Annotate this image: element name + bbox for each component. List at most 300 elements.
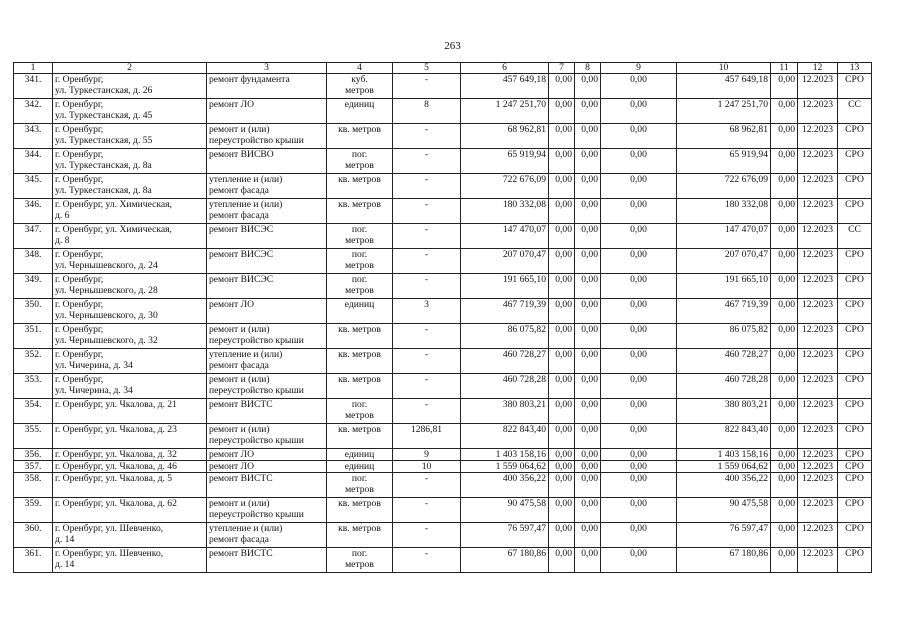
total-cell: 207 070,47 (677, 249, 771, 274)
quantity-cell: - (393, 374, 461, 399)
date-cell: 12.2023 (798, 274, 838, 299)
row-number: 351. (14, 324, 53, 349)
address-cell-line: г. Оренбург, (55, 74, 104, 85)
column-header: 13 (838, 63, 872, 74)
total-cell: 76 597,47 (677, 523, 771, 548)
address-cell-line: г. Оренбург, ул. Чкалова, д. 62 (55, 498, 177, 509)
work-type-cell-line: утепление и (или) (209, 199, 283, 210)
value-cell: 0,00 (575, 324, 601, 349)
table-row (14, 399, 872, 424)
column-header: 10 (677, 63, 771, 74)
unit-cell-line: единиц (344, 461, 375, 472)
table-row (14, 498, 872, 523)
value-cell: 0,00 (575, 523, 601, 548)
value-cell: 0,00 (549, 349, 575, 374)
total-cell: 180 332,08 (677, 199, 771, 224)
cost-cell: 1 403 158,16 (461, 449, 549, 461)
unit-cell (327, 249, 393, 274)
fund-cell: СС (838, 99, 872, 124)
work-type-cell (207, 548, 327, 573)
value-cell: 0,00 (575, 424, 601, 449)
address-cell-line: ул. Чичерина, д. 34 (55, 360, 133, 371)
address-cell (53, 274, 207, 299)
address-cell (53, 74, 207, 99)
unit-cell-line: кв. метров (338, 199, 381, 210)
value-cell: 0,00 (771, 424, 798, 449)
cost-cell: 67 180,86 (461, 548, 549, 573)
value-cell: 0,00 (549, 199, 575, 224)
address-cell-line: ул. Чернышевского, д. 30 (55, 310, 158, 321)
address-cell (53, 449, 207, 461)
fund-cell: СРО (838, 374, 872, 399)
total-cell: 1 559 064,62 (677, 461, 771, 473)
work-type-cell (207, 124, 327, 149)
table-row (14, 349, 872, 374)
value-cell: 0,00 (771, 473, 798, 498)
work-type-cell-line: ремонт и (или) (209, 374, 270, 385)
table-row (14, 374, 872, 399)
value-cell: 0,00 (549, 74, 575, 99)
address-cell-line: г. Оренбург, ул. Химическая, (55, 224, 172, 235)
value-cell: 0,00 (771, 548, 798, 573)
work-type-cell (207, 461, 327, 473)
value-cell: 0,00 (549, 249, 575, 274)
value-cell: 0,00 (771, 461, 798, 473)
address-cell-line: ул. Туркестанская, д. 26 (55, 85, 153, 96)
work-type-cell-line: переустройство крыши (209, 435, 304, 446)
total-cell: 1 403 158,16 (677, 449, 771, 461)
fund-cell: СРО (838, 324, 872, 349)
value-cell: 0,00 (549, 224, 575, 249)
unit-cell-line: кв. метров (338, 424, 381, 435)
cost-cell: 86 075,82 (461, 324, 549, 349)
address-cell-line: г. Оренбург, ул. Чкалова, д. 21 (55, 399, 177, 410)
unit-cell-line: единиц (344, 449, 375, 460)
value-cell: 0,00 (601, 424, 677, 449)
value-cell: 0,00 (549, 399, 575, 424)
fund-cell: СРО (838, 548, 872, 573)
fund-cell: СРО (838, 199, 872, 224)
row-number: 358. (14, 473, 53, 498)
address-cell-line: д. 14 (55, 534, 75, 545)
work-type-cell (207, 449, 327, 461)
fund-cell: СРО (838, 461, 872, 473)
value-cell: 0,00 (601, 224, 677, 249)
fund-cell: СРО (838, 424, 872, 449)
work-type-cell (207, 324, 327, 349)
table-row (14, 199, 872, 224)
total-cell: 147 470,07 (677, 224, 771, 249)
cost-cell: 400 356,22 (461, 473, 549, 498)
address-cell (53, 174, 207, 199)
address-cell-line: г. Оренбург, ул. Шевченко, (55, 523, 164, 534)
value-cell: 0,00 (601, 548, 677, 573)
work-type-cell-line: ремонт ВИСЭС (209, 249, 274, 260)
address-cell-line: г. Оренбург, (55, 124, 104, 135)
address-cell-line: г. Оренбург, ул. Чкалова, д. 46 (55, 461, 177, 472)
unit-cell (327, 199, 393, 224)
cost-cell: 1 559 064,62 (461, 461, 549, 473)
value-cell: 0,00 (575, 224, 601, 249)
total-cell: 67 180,86 (677, 548, 771, 573)
unit-cell-line: пог. (351, 548, 368, 559)
work-type-cell-line: переустройство крыши (209, 335, 304, 346)
value-cell: 0,00 (575, 548, 601, 573)
date-cell: 12.2023 (798, 74, 838, 99)
value-cell: 0,00 (601, 349, 677, 374)
value-cell: 0,00 (601, 99, 677, 124)
date-cell: 12.2023 (798, 174, 838, 199)
row-number: 350. (14, 299, 53, 324)
quantity-cell: - (393, 324, 461, 349)
value-cell: 0,00 (549, 424, 575, 449)
unit-cell (327, 399, 393, 424)
address-cell (53, 299, 207, 324)
fund-cell: СРО (838, 473, 872, 498)
work-type-cell-line: ремонт и (или) (209, 424, 270, 435)
work-type-cell-line: ремонт и (или) (209, 498, 270, 509)
date-cell: 12.2023 (798, 548, 838, 573)
cost-cell: 90 475,58 (461, 498, 549, 523)
value-cell: 0,00 (771, 124, 798, 149)
total-cell: 400 356,22 (677, 473, 771, 498)
value-cell: 0,00 (771, 274, 798, 299)
date-cell: 12.2023 (798, 349, 838, 374)
address-cell (53, 249, 207, 274)
work-type-cell-line: переустройство крыши (209, 385, 304, 396)
total-cell: 457 649,18 (677, 74, 771, 99)
unit-cell (327, 473, 393, 498)
row-number: 348. (14, 249, 53, 274)
address-cell (53, 399, 207, 424)
date-cell: 12.2023 (798, 461, 838, 473)
work-type-cell-line: ремонт фундамента (209, 74, 290, 85)
unit-cell-line: пог. (351, 274, 368, 285)
table-row (14, 523, 872, 548)
unit-cell-line: кв. метров (338, 374, 381, 385)
unit-cell-line: кв. метров (338, 174, 381, 185)
value-cell: 0,00 (771, 199, 798, 224)
quantity-cell: 9 (393, 449, 461, 461)
value-cell: 0,00 (601, 498, 677, 523)
column-header: 12 (798, 63, 838, 74)
work-type-cell (207, 374, 327, 399)
value-cell: 0,00 (575, 473, 601, 498)
cost-cell: 191 665,10 (461, 274, 549, 299)
value-cell: 0,00 (549, 324, 575, 349)
fund-cell: СС (838, 224, 872, 249)
address-cell (53, 461, 207, 473)
address-cell-line: г. Оренбург, ул. Чкалова, д. 32 (55, 449, 177, 460)
work-type-cell-line: ремонт ЛО (209, 461, 255, 472)
fund-cell: СРО (838, 523, 872, 548)
quantity-cell: - (393, 224, 461, 249)
value-cell: 0,00 (575, 124, 601, 149)
address-cell (53, 324, 207, 349)
work-type-cell-line: ремонт ВИСТС (209, 473, 273, 484)
total-cell: 65 919,94 (677, 149, 771, 174)
unit-cell (327, 174, 393, 199)
value-cell: 0,00 (575, 374, 601, 399)
unit-cell-line: пог. (351, 249, 368, 260)
total-cell: 68 962,81 (677, 124, 771, 149)
unit-cell-line: единиц (344, 99, 375, 110)
value-cell: 0,00 (771, 149, 798, 174)
cost-cell: 380 803,21 (461, 399, 549, 424)
total-cell: 90 475,58 (677, 498, 771, 523)
value-cell: 0,00 (575, 174, 601, 199)
value-cell: 0,00 (601, 274, 677, 299)
unit-cell-line: метров (345, 410, 374, 421)
value-cell: 0,00 (771, 399, 798, 424)
fund-cell: СРО (838, 274, 872, 299)
unit-cell (327, 99, 393, 124)
work-type-cell-line: ремонт ЛО (209, 299, 255, 310)
row-number: 349. (14, 274, 53, 299)
date-cell: 12.2023 (798, 149, 838, 174)
total-cell: 722 676,09 (677, 174, 771, 199)
value-cell: 0,00 (601, 399, 677, 424)
table-row (14, 224, 872, 249)
unit-cell-line: единиц (344, 299, 375, 310)
column-header: 7 (549, 63, 575, 74)
unit-cell (327, 449, 393, 461)
date-cell: 12.2023 (798, 299, 838, 324)
total-cell: 460 728,27 (677, 349, 771, 374)
unit-cell (327, 424, 393, 449)
table-row (14, 149, 872, 174)
value-cell: 0,00 (549, 473, 575, 498)
value-cell: 0,00 (549, 149, 575, 174)
quantity-cell: 1286,81 (393, 424, 461, 449)
value-cell: 0,00 (601, 249, 677, 274)
cost-cell: 180 332,08 (461, 199, 549, 224)
unit-cell-line: метров (345, 484, 374, 495)
address-cell (53, 224, 207, 249)
unit-cell (327, 498, 393, 523)
work-type-cell-line: утепление и (или) (209, 349, 283, 360)
date-cell: 12.2023 (798, 424, 838, 449)
unit-cell (327, 74, 393, 99)
unit-cell (327, 349, 393, 374)
work-type-cell-line: ремонт фасада (209, 185, 269, 196)
column-header: 6 (461, 63, 549, 74)
address-cell-line: д. 6 (55, 210, 70, 221)
row-number: 356. (14, 449, 53, 461)
row-number: 341. (14, 74, 53, 99)
fund-cell: СРО (838, 74, 872, 99)
work-type-cell (207, 274, 327, 299)
unit-cell (327, 124, 393, 149)
address-cell (53, 374, 207, 399)
date-cell: 12.2023 (798, 523, 838, 548)
total-cell: 191 665,10 (677, 274, 771, 299)
address-cell-line: ул. Чернышевского, д. 24 (55, 260, 158, 271)
table-row (14, 299, 872, 324)
value-cell: 0,00 (549, 461, 575, 473)
address-cell-line: ул. Туркестанская, д. 8а (55, 185, 152, 196)
table-row (14, 473, 872, 498)
date-cell: 12.2023 (798, 224, 838, 249)
total-cell: 1 247 251,70 (677, 99, 771, 124)
value-cell: 0,00 (601, 124, 677, 149)
quantity-cell: 10 (393, 461, 461, 473)
column-header: 5 (393, 63, 461, 74)
work-type-cell (207, 523, 327, 548)
value-cell: 0,00 (601, 174, 677, 199)
quantity-cell: - (393, 523, 461, 548)
fund-cell: СРО (838, 149, 872, 174)
quantity-cell: - (393, 274, 461, 299)
address-cell-line: г. Оренбург, (55, 174, 104, 185)
work-type-cell-line: ремонт фасада (209, 210, 269, 221)
value-cell: 0,00 (771, 74, 798, 99)
value-cell: 0,00 (549, 299, 575, 324)
date-cell: 12.2023 (798, 249, 838, 274)
column-header: 9 (601, 63, 677, 74)
unit-cell (327, 548, 393, 573)
value-cell: 0,00 (549, 449, 575, 461)
work-type-cell (207, 349, 327, 374)
quantity-cell: 8 (393, 99, 461, 124)
value-cell: 0,00 (575, 461, 601, 473)
row-number: 342. (14, 99, 53, 124)
address-cell-line: д. 8 (55, 235, 70, 246)
row-number: 355. (14, 424, 53, 449)
fund-cell: СРО (838, 249, 872, 274)
quantity-cell: - (393, 199, 461, 224)
work-type-cell-line: ремонт ЛО (209, 99, 255, 110)
value-cell: 0,00 (601, 199, 677, 224)
work-type-cell-line: ремонт ВИСТС (209, 399, 273, 410)
date-cell: 12.2023 (798, 374, 838, 399)
value-cell: 0,00 (575, 274, 601, 299)
total-cell: 460 728,28 (677, 374, 771, 399)
work-type-cell-line: ремонт ВИСТС (209, 548, 273, 559)
address-cell-line: г. Оренбург, ул. Чкалова, д. 23 (55, 424, 177, 435)
work-type-cell-line: переустройство крыши (209, 509, 304, 520)
registry-table (13, 62, 872, 573)
unit-cell (327, 374, 393, 399)
work-type-cell (207, 224, 327, 249)
cost-cell: 68 962,81 (461, 124, 549, 149)
table-row (14, 548, 872, 573)
fund-cell: СРО (838, 349, 872, 374)
unit-cell-line: пог. (351, 399, 368, 410)
quantity-cell: - (393, 124, 461, 149)
value-cell: 0,00 (601, 74, 677, 99)
cost-cell: 147 470,07 (461, 224, 549, 249)
page-number: 263 (444, 40, 461, 52)
quantity-cell: - (393, 74, 461, 99)
value-cell: 0,00 (575, 74, 601, 99)
address-cell-line: г. Оренбург, (55, 99, 104, 110)
date-cell: 12.2023 (798, 449, 838, 461)
value-cell: 0,00 (549, 99, 575, 124)
address-cell-line: г. Оренбург, (55, 274, 104, 285)
value-cell: 0,00 (601, 324, 677, 349)
address-cell (53, 99, 207, 124)
unit-cell-line: метров (345, 235, 374, 246)
unit-cell-line: кв. метров (338, 349, 381, 360)
row-number: 345. (14, 174, 53, 199)
address-cell (53, 548, 207, 573)
value-cell: 0,00 (601, 299, 677, 324)
address-cell (53, 124, 207, 149)
work-type-cell (207, 249, 327, 274)
address-cell (53, 149, 207, 174)
unit-cell-line: метров (345, 260, 374, 271)
row-number: 360. (14, 523, 53, 548)
value-cell: 0,00 (549, 124, 575, 149)
value-cell: 0,00 (575, 199, 601, 224)
work-type-cell-line: утепление и (или) (209, 174, 283, 185)
address-cell-line: ул. Туркестанская, д. 45 (55, 110, 153, 121)
unit-cell-line: пог. (351, 149, 368, 160)
quantity-cell: 3 (393, 299, 461, 324)
date-cell: 12.2023 (798, 324, 838, 349)
value-cell: 0,00 (771, 324, 798, 349)
value-cell: 0,00 (575, 449, 601, 461)
unit-cell-line: пог. (351, 473, 368, 484)
work-type-cell (207, 199, 327, 224)
value-cell: 0,00 (575, 149, 601, 174)
work-type-cell-line: ремонт ВИСЭС (209, 224, 274, 235)
row-number: 352. (14, 349, 53, 374)
address-cell-line: г. Оренбург, (55, 374, 104, 385)
unit-cell-line: кв. метров (338, 324, 381, 335)
column-header: 2 (53, 63, 207, 74)
row-number: 344. (14, 149, 53, 174)
table-body (14, 74, 872, 573)
address-cell-line: ул. Туркестанская, д. 8а (55, 160, 152, 171)
date-cell: 12.2023 (798, 124, 838, 149)
row-number: 353. (14, 374, 53, 399)
quantity-cell: - (393, 498, 461, 523)
value-cell: 0,00 (601, 473, 677, 498)
cost-cell: 207 070,47 (461, 249, 549, 274)
fund-cell: СРО (838, 449, 872, 461)
value-cell: 0,00 (549, 523, 575, 548)
cost-cell: 76 597,47 (461, 523, 549, 548)
value-cell: 0,00 (549, 374, 575, 399)
value-cell: 0,00 (771, 349, 798, 374)
address-cell-line: ул. Чичерина, д. 34 (55, 385, 133, 396)
address-cell (53, 199, 207, 224)
column-header: 4 (327, 63, 393, 74)
unit-cell-line: кв. метров (338, 124, 381, 135)
cost-cell: 1 247 251,70 (461, 99, 549, 124)
value-cell: 0,00 (575, 299, 601, 324)
address-cell-line: ул. Чернышевского, д. 28 (55, 285, 158, 296)
value-cell: 0,00 (575, 399, 601, 424)
row-number: 343. (14, 124, 53, 149)
table-row (14, 74, 872, 99)
quantity-cell: - (393, 548, 461, 573)
column-number-row (14, 63, 872, 74)
row-number: 361. (14, 548, 53, 573)
fund-cell: СРО (838, 299, 872, 324)
work-type-cell-line: ремонт ВИСВО (209, 149, 274, 160)
work-type-cell (207, 99, 327, 124)
unit-cell (327, 324, 393, 349)
work-type-cell (207, 399, 327, 424)
unit-cell-line: кв. метров (338, 498, 381, 509)
work-type-cell-line: переустройство крыши (209, 135, 304, 146)
cost-cell: 65 919,94 (461, 149, 549, 174)
value-cell: 0,00 (771, 99, 798, 124)
row-number: 347. (14, 224, 53, 249)
